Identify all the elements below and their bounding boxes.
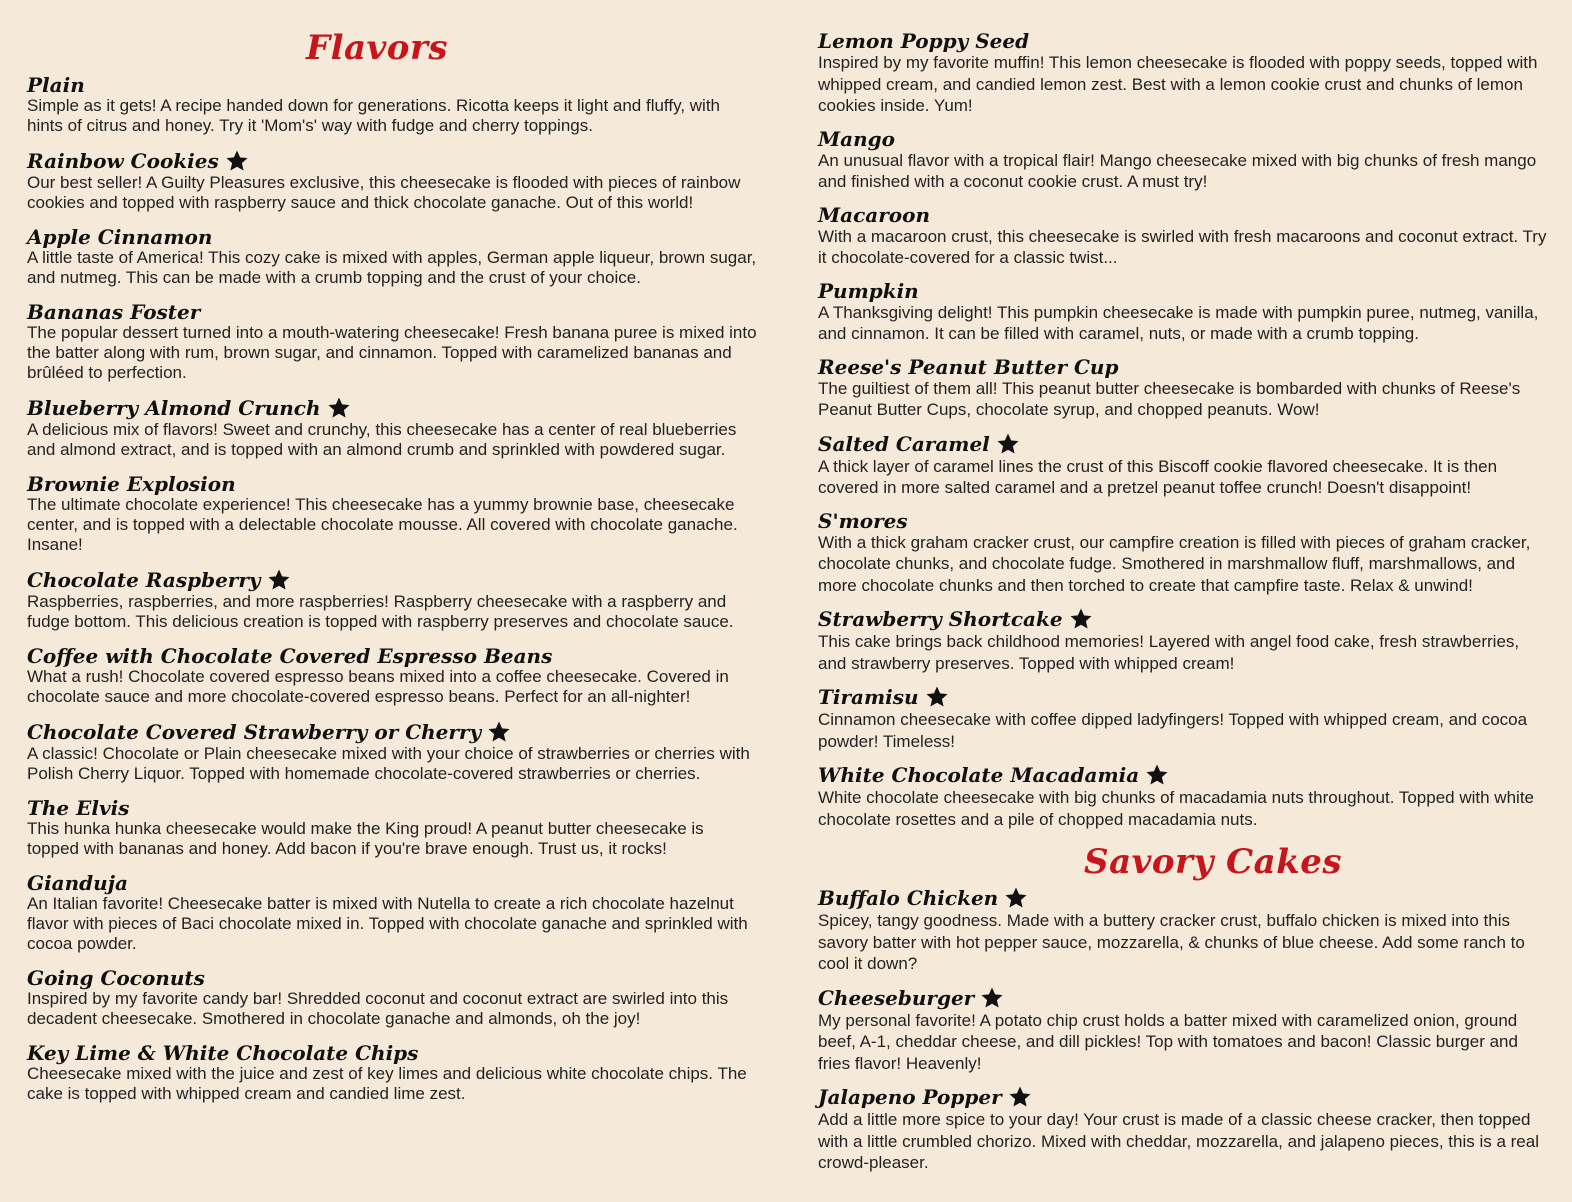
- item-name: [27, 797, 757, 819]
- item-description: A Thanksgiving delight! This pumpkin cheesecake is made with pumpkin puree, nutmeg, vanilla, and cinnamon. It can be filled with caramel, nuts, or made with a crumb topping.: [818, 302, 1539, 343]
- item-description: A delicious mix of flavors! Sweet and crunchy, this cheesecake has a center of real blueberries and almond extract, and is topped with an almond crumb and sprinkled with powdered sugar.: [27, 420, 737, 459]
- item-name: [818, 886, 1548, 910]
- menu-item-strawberry-shortcake: [818, 607, 1548, 674]
- menu-item-key-lime-white-chocolate-chips: [27, 1042, 757, 1104]
- item-name-text: Gianduja: [27, 871, 128, 895]
- item-name: [818, 510, 1548, 532]
- item-name-text: Coffee with Chocolate Covered Espresso Beans: [27, 644, 553, 668]
- item-description: A thick layer of caramel lines the crust of this Biscoff cookie flavored cheesecake. It is then covered in more salted caramel and a pretzel peanut toffee crunch! Doesn't disappoint!: [818, 456, 1498, 497]
- menu-item-rainbow-cookies: [27, 149, 757, 213]
- item-name-text: Jalapeno Popper: [818, 1085, 1002, 1109]
- star-icon: [1068, 607, 1094, 631]
- menu-item-macaroon: [818, 204, 1548, 269]
- item-name-text: Blueberry Almond Crunch: [27, 396, 321, 420]
- item-name-text: Lemon Poppy Seed: [818, 29, 1030, 53]
- item-description: This hunka hunka cheesecake would make the King proud! A peanut butter cheesecake is topped with bananas and honey. Add bacon if you're brave enough. Trust us, it rocks!: [27, 819, 704, 858]
- menu-item-coffee-with-chocolate-covered-espresso-beans: [27, 645, 757, 707]
- menu-item-cheeseburger: [818, 986, 1548, 1075]
- item-description: The guiltiest of them all! This peanut butter cheesecake is bombarded with chunks of Reese's Peanut Butter Cups, chocolate syrup, and chopped peanuts. Wow!: [818, 378, 1521, 419]
- item-description: Inspired by my favorite muffin! This lemon cheesecake is flooded with poppy seeds, topped with whipped cream, and candied lemon zest. Best with a lemon cookie crust and chunks of lemon cookies inside. Yum!: [818, 53, 1538, 115]
- item-description: This cake brings back childhood memories! Layered with angel food cake, fresh strawberries, and strawberry preserves. Topped with whipped cream!: [818, 632, 1520, 673]
- item-name: [27, 226, 757, 248]
- item-name-text: Cheeseburger: [818, 985, 975, 1010]
- item-description: Cheesecake mixed with the juice and zest of key limes and delicious white chocolate chips. The cake is topped with whipped cream and candied lime zest.: [27, 1064, 747, 1103]
- item-name-text: Tiramisu: [818, 685, 919, 709]
- flavors-list-right: [818, 30, 1548, 830]
- menu-item-bananas-foster: [27, 301, 757, 383]
- star-icon: [266, 568, 292, 592]
- item-name: [27, 149, 757, 173]
- item-description: Add a little more spice to your day! Your crust is made of a classic cheese cracker, then topped with a little crumbled chorizo. Mixed with cheddar, mozzarella, and jalapeno pieces, this is a real crowd-pleaser.: [818, 1110, 1539, 1172]
- star-icon: [924, 685, 950, 709]
- item-name: [27, 473, 757, 495]
- item-name: [818, 685, 1548, 709]
- menu-item-salted-caramel: [818, 432, 1548, 499]
- item-name-text: Going Coconuts: [27, 966, 205, 990]
- menu-item-plain: [27, 74, 757, 136]
- item-name-text: White Chocolate Macadamia: [818, 763, 1140, 787]
- item-name: [818, 30, 1548, 52]
- menu-item-brownie-explosion: [27, 473, 757, 555]
- item-description: Inspired by my favorite candy bar! Shredded coconut and coconut extract are swirled into this decadent cheesecake. Smothered in chocolate ganache and almonds, oh the joy!: [27, 989, 729, 1028]
- item-name: [818, 986, 1548, 1010]
- item-description: An unusual flavor with a tropical flair! Mango cheesecake mixed with big chunks of fresh mango and finished with a coconut cookie crust. A must try!: [818, 150, 1537, 191]
- item-name-text: Key Lime & White Chocolate Chips: [27, 1041, 419, 1065]
- star-icon: [995, 432, 1021, 456]
- item-name: [818, 356, 1548, 378]
- item-name: [818, 607, 1548, 631]
- item-name-text: Strawberry Shortcake: [818, 607, 1063, 631]
- item-name-text: Bananas Foster: [27, 300, 201, 324]
- menu-item-tiramisu: [818, 685, 1548, 752]
- item-name: [27, 301, 757, 323]
- menu-item-white-chocolate-macadamia: [818, 763, 1548, 830]
- menu-item-gianduja: [27, 872, 757, 954]
- menu-item-buffalo-chicken: [818, 886, 1548, 975]
- savory-list: [818, 886, 1548, 1174]
- menu-item-chocolate-covered-strawberry-or-cherry: [27, 720, 757, 784]
- menu-item-blueberry-almond-crunch: [27, 396, 757, 460]
- item-description: Simple as it gets! A recipe handed down for generations. Ricotta keeps it light and fluffy, with hints of citrus and honey. Try it 'Mom's' way with fudge and cherry toppings.: [27, 96, 720, 135]
- item-name-text: Rainbow Cookies: [27, 149, 219, 173]
- item-description: Spicey, tangy goodness. Made with a buttery cracker crust, buffalo chicken is mixed into this savory batter with hot pepper sauce, mozzarella, & chunks of blue cheese. Add some ranch to cool it down?: [818, 911, 1525, 973]
- item-description: Cinnamon cheesecake with coffee dipped ladyfingers! Topped with whipped cream, and cocoa powder! Timeless!: [818, 710, 1528, 751]
- item-name-text: Apple Cinnamon: [27, 225, 213, 249]
- menu-item-lemon-poppy-seed: [818, 30, 1548, 117]
- item-name: [818, 432, 1548, 456]
- item-name: [27, 872, 757, 894]
- item-name-text: Salted Caramel: [818, 431, 990, 456]
- menu-item-pumpkin: [818, 280, 1548, 345]
- savory-title: Savory Cakes: [1084, 842, 1342, 882]
- item-description: Our best seller! A Guilty Pleasures exclusive, this cheesecake is flooded with pieces of rainbow cookies and topped with raspberry sauce and thick chocolate ganache. Out of this world!: [27, 173, 741, 212]
- item-description: A classic! Chocolate or Plain cheesecake mixed with your choice of strawberries or cherries with Polish Cherry Liquor. Topped with homemade chocolate-covered strawberries or cherries.: [27, 744, 750, 783]
- menu-item-mango: [818, 128, 1548, 193]
- item-description: A little taste of America! This cozy cake is mixed with apples, German apple liqueur, brown sugar, and nutmeg. This can be made with a crumb topping and the crust of your choice.: [27, 248, 757, 287]
- right-column: [818, 0, 1548, 1185]
- item-name: [27, 396, 757, 420]
- item-name: [27, 645, 757, 667]
- item-name: [818, 280, 1548, 302]
- item-description: The popular dessert turned into a mouth-watering cheesecake! Fresh banana puree is mixed into the batter along with rum, brown sugar, and cinnamon. Topped with caramelized bananas and brûléed to perfection.: [27, 323, 757, 382]
- menu-item-chocolate-raspberry: [27, 568, 757, 632]
- item-name-text: Brownie Explosion: [27, 472, 236, 496]
- item-name: [818, 204, 1548, 226]
- item-name: [27, 1042, 757, 1064]
- item-name: [27, 967, 757, 989]
- item-name: [818, 1085, 1548, 1109]
- menu-item-the-elvis: [27, 797, 757, 859]
- item-name: [818, 128, 1548, 150]
- item-description: With a macaroon crust, this cheesecake is swirled with fresh macaroons and coconut extract. Try it chocolate-covered for a classic twist...: [818, 226, 1547, 267]
- menu-item-reese-s-peanut-butter-cup: [818, 356, 1548, 421]
- item-name-text: Reese's Peanut Butter Cup: [818, 354, 1119, 379]
- item-name: [27, 720, 757, 744]
- item-description: What a rush! Chocolate covered espresso beans mixed into a coffee cheesecake. Covered in chocolate sauce and more chocolate-covered espresso beans. Perfect for an all-nighter!: [27, 667, 729, 706]
- menu-item-s-mores: [818, 510, 1548, 597]
- item-name-text: Macaroon: [818, 202, 930, 227]
- star-icon: [1144, 763, 1170, 787]
- star-icon: [1007, 1085, 1033, 1109]
- left-column: [27, 0, 757, 1117]
- star-icon: [979, 986, 1005, 1010]
- item-name-text: Mango: [818, 126, 895, 151]
- item-description: My personal favorite! A potato chip crust holds a batter mixed with caramelized onion, ground beef, A-1, cheddar cheese, and dill pickles! Top with tomatoes and bacon! Classic burger and fries flavor! Heavenly!: [818, 1010, 1518, 1073]
- item-name: [27, 568, 757, 592]
- menu-item-jalapeno-popper: [818, 1085, 1548, 1174]
- item-name-text: Plain: [27, 73, 85, 97]
- menu-item-going-coconuts: [27, 967, 757, 1029]
- item-name: [818, 763, 1548, 787]
- item-name-text: S'mores: [818, 508, 908, 533]
- item-description: An Italian favorite! Cheesecake batter is mixed with Nutella to create a rich chocolate hazelnut flavor with pieces of Baci chocolate mixed in. Topped with chocolate ganache and sprinkled with cocoa powder.: [27, 894, 748, 953]
- item-name-text: The Elvis: [27, 796, 130, 820]
- flavors-list-left: [27, 74, 757, 1104]
- item-name: [27, 74, 757, 96]
- item-description: Raspberries, raspberries, and more raspberries! Raspberry cheesecake with a raspberry and fudge bottom. This delicious creation is topped with raspberry preserves and chocolate sauce.: [27, 592, 734, 631]
- item-description: The ultimate chocolate experience! This cheesecake has a yummy brownie base, cheesecake center, and is topped with a delectable chocolate mousse. All covered with chocolate ganache. Insane!: [27, 495, 738, 554]
- flavors-title: Flavors: [305, 28, 449, 68]
- star-icon: [224, 149, 250, 173]
- item-name-text: Chocolate Covered Strawberry or Cherry: [27, 720, 482, 744]
- item-name-text: Pumpkin: [818, 278, 919, 303]
- item-name-text: Chocolate Raspberry: [27, 568, 261, 592]
- item-name-text: Buffalo Chicken: [818, 886, 999, 910]
- item-description: White chocolate cheesecake with big chunks of macadamia nuts throughout. Topped with white chocolate rosettes and a pile of chopped macadamia nuts.: [818, 788, 1534, 829]
- star-icon: [486, 720, 512, 744]
- star-icon: [1003, 886, 1029, 910]
- star-icon: [326, 396, 352, 420]
- menu-item-apple-cinnamon: [27, 226, 757, 288]
- item-description: With a thick graham cracker crust, our campfire creation is filled with pieces of graham cracker, chocolate chunks, and chocolate fudge. Smothered in marshmallow fluff, marshmallows, and more chocolate chunks and then torched to create that campfire taste. Relax & unwind!: [818, 532, 1531, 595]
